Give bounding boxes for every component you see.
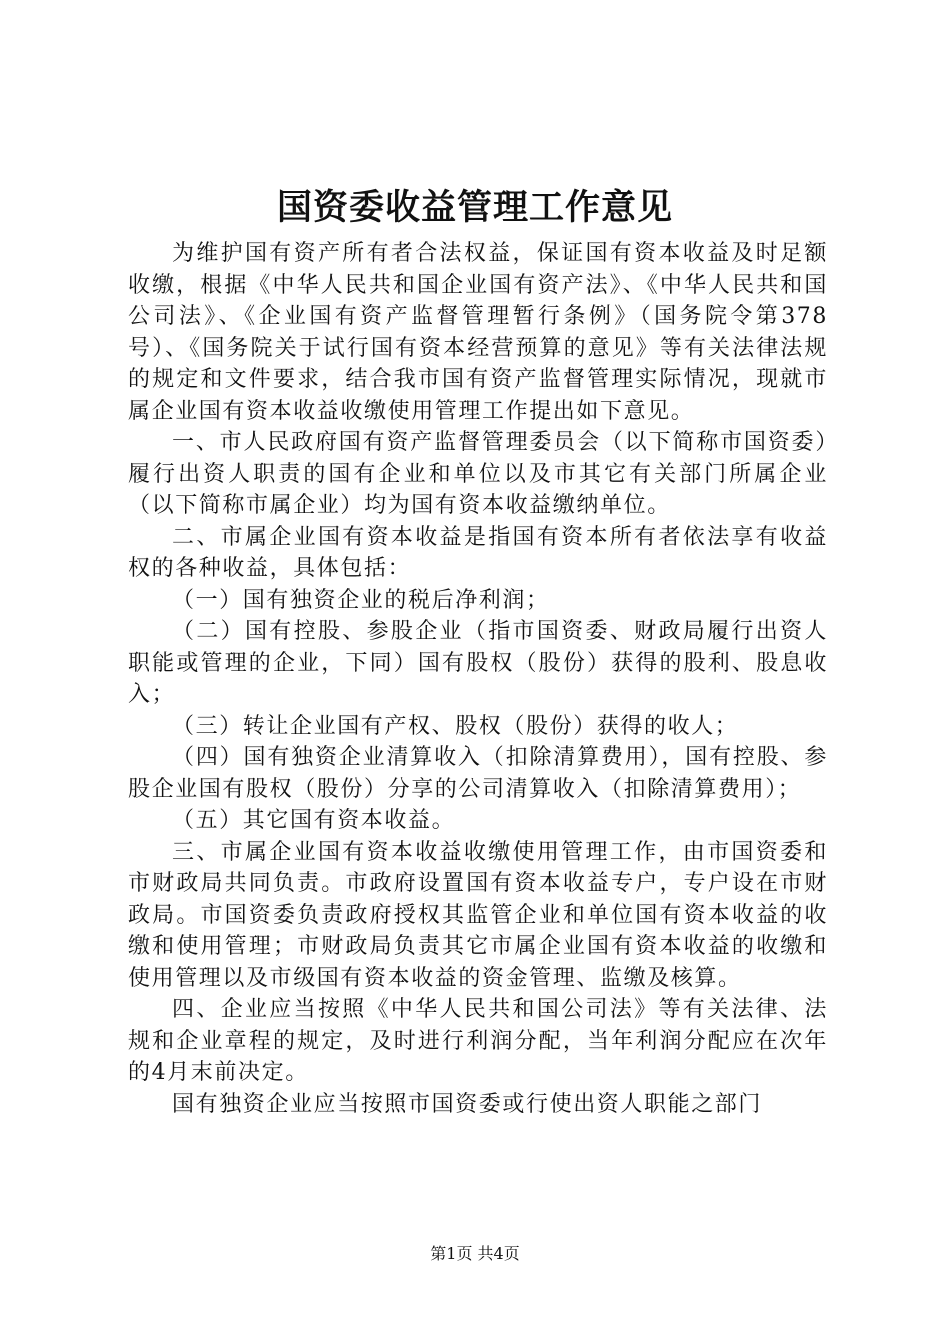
paragraph-item-2: （二）国有控股、参股企业（指市国资委、财政局履行出资人职能或管理的企业，下同）国有股权（股份）获得的股利、股息收入；	[128, 619, 828, 707]
paragraph-section-1: 一、市人民政府国有资产监督管理委员会（以下简称市国资委）履行出资人职责的国有企业和单位以及市其它有关部门所属企业（以下简称市属企业）均为国有资本收益缴纳单位。	[128, 430, 828, 518]
page-footer: 第1页 共4页	[430, 1244, 520, 1263]
paragraph-item-3: （三）转让企业国有产权、股权（股份）获得的收人；	[172, 713, 739, 739]
paragraph-item-1: （一）国有独资企业的税后净利润；	[172, 587, 550, 613]
paragraph-section-4-continued: 国有独资企业应当按照市国资委或行使出资人职能之部门	[172, 1091, 763, 1117]
paragraph-section-4: 四、企业应当按照《中华人民共和国公司法》等有关法律、法规和企业章程的规定，及时进行利润分配，当年利润分配应在次年的4月末前决定。	[128, 997, 828, 1085]
paragraph-item-4: （四）国有独资企业清算收入（扣除清算费用），国有控股、参股企业国有股权（股份）分享的公司清算收入（扣除清算费用）；	[128, 745, 828, 802]
paragraph-intro: 为维护国有资产所有者合法权益，保证国有资本收益及时足额收缴，根据《中华人民共和国企业国有资产法》、《中华人民共和国公司法》、《企业国有资产监督管理暂行条例》（国务院令第378号）、《国务院关于试行国有资本经营预算的意见》等有关法律法规的规定和文件要求，结合我市国有资产监督管理实际情况，现就市属企业国有资本收益收缴使用管理工作提出如下意见。	[128, 241, 828, 424]
document-body	[128, 238, 828, 1120]
paragraph-section-3: 三、市属企业国有资本收益收缴使用管理工作，由市国资委和市财政局共同负责。市政府设置国有资本收益专户，专户设在市财政局。市国资委负责政府授权其监管企业和单位国有资本收益的收缴和使用管理；市财政局负责其它市属企业国有资本收益的收缴和使用管理以及市级国有资本收益的资金管理、监缴及核算。	[128, 839, 828, 991]
paragraph-section-2: 二、市属企业国有资本收益是指国有资本所有者依法享有收益权的各种收益，具体包括：	[128, 524, 828, 581]
paragraph-item-5: （五）其它国有资本收益。	[172, 808, 456, 833]
document-title: 国资委收益管理工作意见	[276, 187, 673, 228]
